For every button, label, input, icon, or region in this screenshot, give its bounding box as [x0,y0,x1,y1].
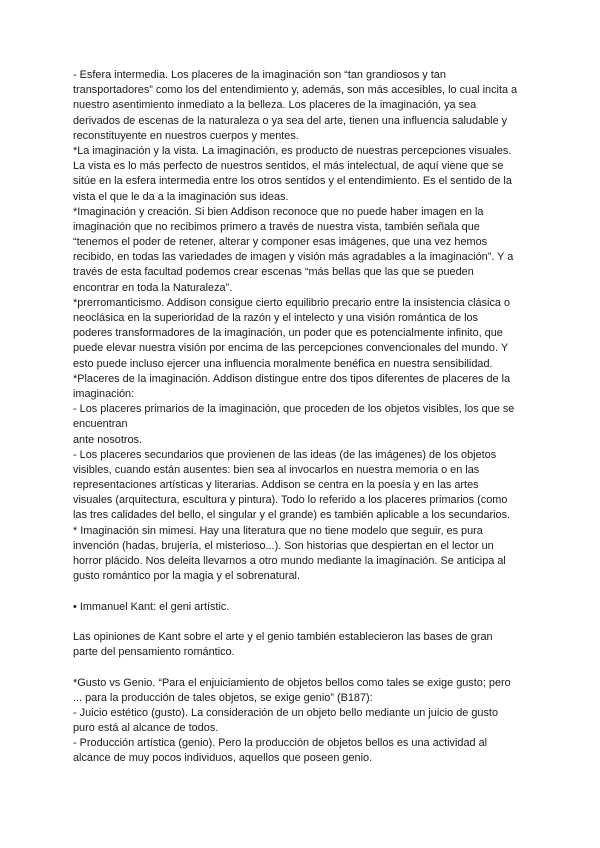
text-line: La vista es lo más perfecto de nuestros sentidos, el más intelectual, de aquí viene que se [73,160,504,173]
text-line: transportadores” como los del entendimiento y, además, son más accesibles, lo cual incita a [73,84,518,97]
text-line: *La imaginación y la vista. La imaginación, es producto de nuestras percepciones visuales. [73,144,512,157]
blank-line [73,615,533,630]
text-line: ante nosotros. [73,433,143,446]
text-line: - Juicio estético (gusto). La consideración de un objeto bello mediante un juicio de gusto [73,706,498,719]
text-line: esto puede incluso ejercer una influencia moralmente benéfica en nuestra sensibilidad. [73,357,493,370]
text-line: “tenemos el poder de retener, alterar y componer esas imágenes, que una vez hemos [73,236,488,249]
text-line: ... para la producción de tales objetos, se exige genio” (B187): [73,691,373,704]
text-line: - Producción artística (genio). Pero la producción de objetos bellos es una actividad al [73,737,488,750]
text-line: reconstituyente en nuestros cuerpos y mentes. [73,129,299,142]
text-line: - Los placeres secundarios que provienen de las ideas (de las imágenes) de los objetos [73,448,497,461]
text-line: • Immanuel Kant: el geni artístic. [73,600,230,613]
text-line: horror plácido. Nos deleita llevarnos a otro mundo mediante la imaginación. Se anticipa al [73,555,506,567]
text-line: imaginación: [73,387,135,400]
blank-line [73,584,533,599]
text-line: * Imaginación sin mimesi. Hay una literatura que no tiene modelo que seguir, es pura [73,524,483,537]
text-line: neoclásica en la superioridad de la razón y el intelecto y una visión romántica de los [73,312,479,324]
document-body [73,68,533,767]
text-line: Las opiniones de Kant sobre el arte y el genio también establecieron las bases de gran [73,630,493,643]
text-line: sitúe en la esfera intermedia entre los otros sentidos y el entendimiento. Es el sentido de la [73,175,512,188]
text-line: visuales (arquitectura, escultura y pintura). Todo lo referido a los placeres primarios (como [73,494,508,507]
text-line: - Esfera intermedia. Los placeres de la imaginación son “tan grandiosos y tan [73,69,446,81]
text-line: poderes transformadores de la imaginación, un poder que es potencialmente infinito, que [73,327,503,340]
text-line: nuestro asentimiento inmediato a la belleza. Los placeres de la imaginación, ya sea [73,99,477,112]
text-line: encuentran [73,418,128,431]
text-line: - Los placeres primarios de la imaginación, que proceden de los objetos visibles, los que se [73,403,515,416]
text-line: derivados de escenas de la naturaleza o ya sea del arte, tienen una influencia saludable y [73,114,508,127]
text-line: encontrar en toda la Naturaleza”. [73,281,233,294]
text-line: través de esta facultad podemos crear escenas “más bellas que las que se pueden [73,266,474,279]
text-line: invención (hadas, brujería, el misterioso...). Son historias que despiertan en el lector un [73,539,494,552]
text-line: puede elevar nuestra visión por encima de las percepciones convencionales del mundo. Y [73,342,509,355]
text-line: visibles, cuando están ausentes: bien sea al invocarlos en nuestra memoria o en las [73,463,480,476]
text-line: *Gusto vs Genio. “Para el enjuiciamiento de objetos bellos como tales se exige gusto; pero [73,676,511,689]
text-line: vista el que le da a la imaginación sus ideas. [73,190,289,203]
text-line: *Imaginación y creación. Si bien Addison reconoce que no puede haber imagen en la [73,205,484,218]
text-line: imaginación que no recibimos primero a través de nuestra vista, también señala que [73,220,480,233]
text-line: alcance de muy pocos individuos, aquellos que poseen genio. [73,752,373,765]
text-line: puro está al alcance de todos. [73,722,219,735]
text-line: parte del pensamiento romántico. [73,646,235,659]
text-line: recibido, en todas las variedades de imagen y visión más agradables a la imaginación”. Y a [73,251,514,264]
text-line: las tres calidades del bello, el singular y el grande) es también aplicable a los secundarios. [73,509,511,522]
text-line: gusto romántico por la magia y el sobrenatural. [73,570,301,583]
text-line: representaciones artísticas y literarias. Addison se centra en la poesía y en las artes [73,479,479,492]
blank-line [73,660,533,675]
text-line: *prerromanticismo. Addison consigue cierto equilibrio precario entre la insistencia clásica o [73,296,511,309]
text-line: *Placeres de la imaginación. Addison distingue entre dos tipos diferentes de placeres de la [73,372,511,385]
